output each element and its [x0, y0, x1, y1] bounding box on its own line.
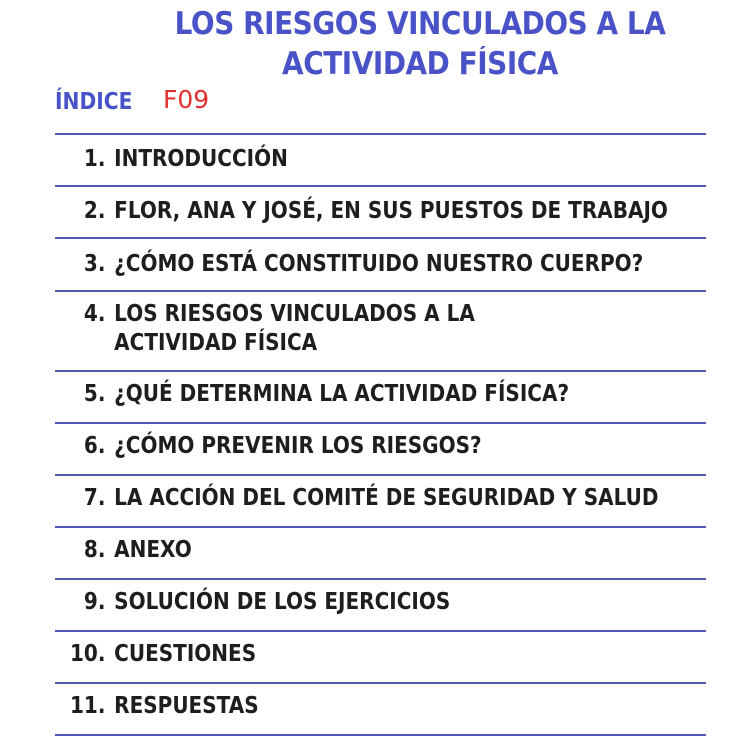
toc-item-number: 4.	[83, 301, 106, 327]
toc-item-label: LOS RIESGOS VINCULADOS A LA	[114, 301, 475, 327]
toc-item-label: RESPUESTAS	[114, 693, 259, 719]
toc-item-9[interactable]	[55, 588, 629, 617]
toc-item-label: FLOR, ANA Y JOSÉ, EN SUS PUESTOS DE TRABAJO	[114, 198, 668, 224]
toc-item-11[interactable]	[55, 692, 629, 721]
divider-rule	[55, 630, 706, 632]
toc-item-number: 5.	[83, 381, 106, 407]
page-title-line-1: LOS RIESGOS VINCULADOS A LA	[174, 6, 666, 42]
toc-item-10[interactable]	[55, 640, 629, 669]
toc-item-number: 2.	[83, 198, 106, 224]
toc-item-label: INTRODUCCIÓN	[114, 146, 288, 172]
divider-rule	[55, 237, 706, 239]
toc-item-5[interactable]	[55, 380, 629, 409]
divider-rule	[55, 578, 706, 580]
toc-item-8[interactable]	[55, 536, 629, 565]
toc-item-4[interactable]	[55, 300, 629, 358]
divider-rule	[55, 474, 706, 476]
toc-item-label: LA ACCIÓN DEL COMITÉ DE SEGURIDAD Y SALUD	[114, 485, 659, 511]
toc-item-number: 1.	[83, 146, 106, 172]
index-heading: ÍNDICE	[55, 89, 133, 115]
divider-rule	[55, 185, 706, 187]
toc-item-number: 11.	[70, 693, 106, 719]
toc-item-1[interactable]	[55, 145, 629, 174]
toc-item-number: 3.	[83, 251, 106, 277]
toc-item-label: ¿CÓMO ESTÁ CONSTITUIDO NUESTRO CUERPO?	[114, 251, 644, 277]
toc-item-2[interactable]	[55, 197, 668, 226]
toc-item-number: 8.	[83, 537, 106, 563]
toc-item-number: 7.	[83, 485, 106, 511]
toc-item-label: SOLUCIÓN DE LOS EJERCICIOS	[114, 589, 451, 615]
toc-item-label: ANEXO	[114, 537, 192, 563]
toc-item-number: 9.	[83, 589, 106, 615]
toc-item-3[interactable]	[55, 250, 644, 279]
divider-rule	[55, 734, 706, 736]
divider-rule	[55, 682, 706, 684]
toc-item-6[interactable]	[55, 432, 629, 461]
toc-item-7[interactable]	[55, 484, 659, 513]
toc-item-label: CUESTIONES	[114, 641, 257, 667]
toc-item-label: ¿QUÉ DETERMINA LA ACTIVIDAD FÍSICA?	[114, 381, 570, 407]
divider-rule	[55, 133, 706, 135]
divider-rule	[55, 290, 706, 292]
toc-item-label-continued: ACTIVIDAD FÍSICA	[114, 330, 318, 356]
document-code: F09	[163, 85, 210, 114]
divider-rule	[55, 422, 706, 424]
page-title-line-2: ACTIVIDAD FÍSICA	[282, 46, 558, 82]
divider-rule	[55, 526, 706, 528]
toc-item-label: ¿CÓMO PREVENIR LOS RIESGOS?	[114, 433, 482, 459]
toc-item-number: 6.	[83, 433, 106, 459]
divider-rule	[55, 370, 706, 372]
toc-item-number: 10.	[70, 641, 106, 667]
